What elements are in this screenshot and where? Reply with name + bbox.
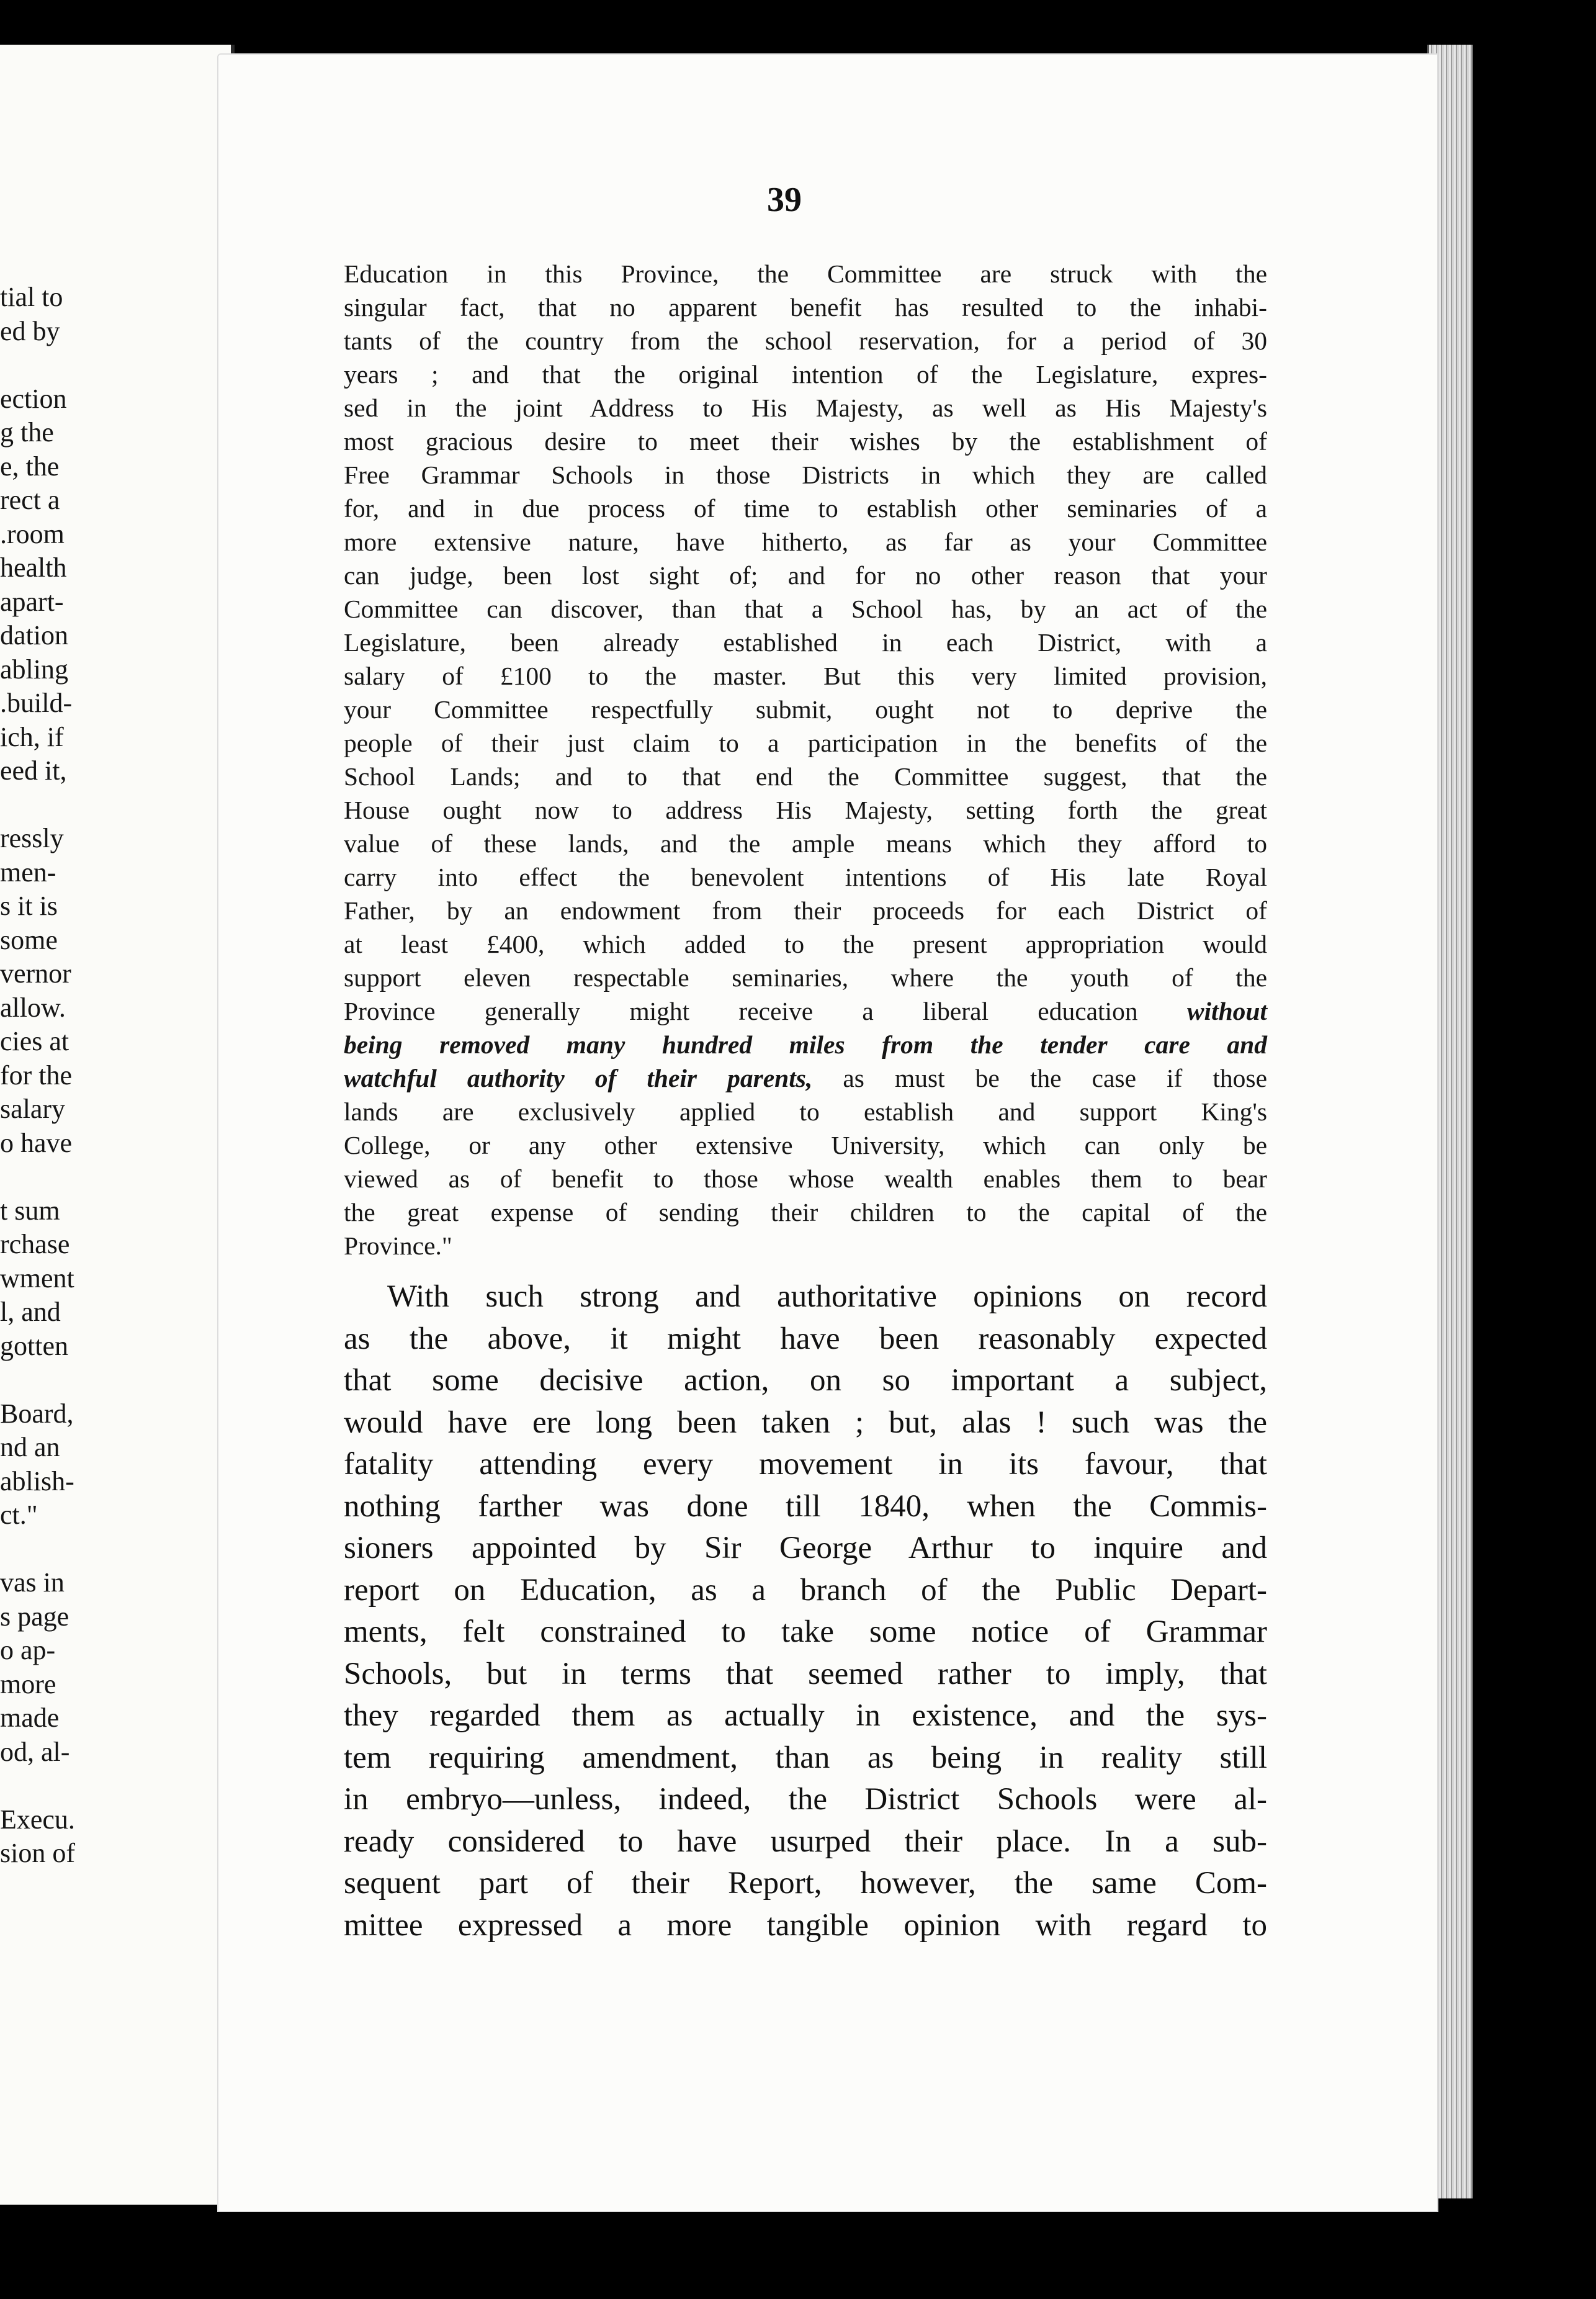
quote-line: can judge, been lost sight of; and for no other reason that your [344, 561, 1267, 590]
body-line: that some decisive action, on so important a subject, [344, 1363, 1267, 1398]
quote-line: Legislature, been already established in each District, with a [344, 628, 1267, 657]
quote-line: Father, by an endowment from their proceeds for each District of [344, 896, 1267, 925]
quote-line: Province." [344, 1231, 452, 1260]
left-page-line-fragment: ressly [0, 823, 64, 853]
left-page-line-fragment: more [0, 1668, 56, 1699]
left-page-line-fragment: l, and [0, 1297, 61, 1327]
quote-line: Free Grammar Schools in those Districts in which they are called [344, 461, 1267, 489]
left-page-line-fragment: rect a [0, 485, 60, 515]
left-page-line-fragment: .room [0, 518, 65, 549]
left-page-line-fragment: ct." [0, 1500, 38, 1530]
quote-line [344, 1061, 1267, 1095]
left-page-line-fragment: Board, [0, 1398, 74, 1429]
quote-line: the great expense of sending their children to the capital of the [344, 1198, 1267, 1226]
left-page-line-fragment: t sum [0, 1195, 60, 1226]
body-line: report on Education, as a branch of the Public Depart- [344, 1572, 1267, 1608]
left-page-line-fragment: s page [0, 1601, 69, 1632]
left-page-line-fragment: ich, if [0, 721, 64, 752]
left-page-line-fragment: ed by [0, 315, 60, 346]
left-page-line-fragment: cies at [0, 1026, 69, 1056]
body-line: sioners appointed by Sir George Arthur to inquire and [344, 1531, 1267, 1565]
left-page-line-fragment: vernor [0, 958, 71, 989]
body-paragraph [344, 1276, 1267, 1946]
left-page-line-fragment: tial to [0, 282, 63, 312]
italic-emphasis: without [1186, 997, 1268, 1025]
left-facing-page [0, 45, 235, 2205]
body-line: sequent part of their Report, however, the same Com- [344, 1866, 1267, 1901]
left-page-line-fragment: apart- [0, 586, 64, 617]
quote-line: viewed as of benefit to those whose wealth enables them to bear [344, 1164, 1267, 1193]
quote-line: carry into effect the benevolent intentions of His late Royal [344, 863, 1267, 891]
left-page-line-fragment: gotten [0, 1330, 68, 1361]
quote-line: support eleven respectable seminaries, where the youth of the [344, 963, 1267, 992]
quote-line: lands are exclusively applied to establish and support King's [344, 1097, 1267, 1126]
quote-line [344, 1028, 1267, 1061]
quote-line-text: Province generally might receive a liberal education [344, 997, 1138, 1025]
quote-line: for, and in due process of time to establish other seminaries of a [344, 494, 1267, 523]
quote-line: sed in the joint Address to His Majesty, as well as His Majesty's [344, 394, 1267, 422]
quote-line: your Committee respectfully submit, ought not to deprive the [344, 695, 1267, 724]
body-line: in embryo—unless, indeed, the District Schools were al- [344, 1782, 1267, 1817]
quote-line: School Lands; and to that end the Committee suggest, that the [344, 762, 1267, 791]
quote-line: Education in this Province, the Committee are struck with the [344, 259, 1267, 288]
quote-line: House ought now to address His Majesty, setting forth the great [344, 796, 1267, 824]
left-page-line-fragment: for the [0, 1060, 73, 1091]
body-line: they regarded them as actually in existence, and the sys- [344, 1698, 1267, 1733]
left-page-line-fragment: made [0, 1703, 60, 1733]
left-page-line-fragment: e, the [0, 451, 60, 482]
body-line: ments, felt constrained to take some notice of Grammar [344, 1614, 1267, 1649]
quote-line: at least £400, which added to the present appropriation would [344, 930, 1267, 958]
left-page-line-fragment: some [0, 924, 58, 955]
left-page-line-fragment: eed it, [0, 755, 67, 786]
left-page-line-fragment: .build- [0, 688, 73, 718]
left-page-line-fragment: rchase [0, 1229, 70, 1259]
left-page-line-fragment: sion of [0, 1838, 75, 1868]
left-page-line-fragment: nd an [0, 1432, 60, 1462]
left-page-line-fragment: wment [0, 1262, 74, 1293]
body-line: ready considered to have usurped their place. In a sub- [344, 1824, 1267, 1859]
left-page-line-fragment: g the [0, 417, 54, 448]
body-line: would have ere long been taken ; but, alas ! such was the [344, 1405, 1267, 1440]
quote-line: Committee can discover, than that a School has, by an act of the [344, 595, 1267, 623]
quote-line: years ; and that the original intention of the Legislature, expres- [344, 360, 1267, 389]
body-line: With such strong and authoritative opinions on record [387, 1279, 1267, 1314]
left-page-line-fragment: Execu. [0, 1804, 75, 1835]
left-page-line-fragment: ection [0, 383, 67, 414]
quote-line-text: as must be the case if those [843, 1064, 1268, 1092]
left-page-line-fragment: dation [0, 620, 68, 650]
italic-emphasis: being removed many hundred miles from the tender care and [344, 1030, 1267, 1059]
body-line: Schools, but in terms that seemed rather to imply, that [344, 1656, 1267, 1691]
left-page-line-fragment: salary [0, 1094, 66, 1124]
quote-line: singular fact, that no apparent benefit has resulted to the inhabi- [344, 293, 1267, 322]
quote-line: salary of £100 to the master. But this very limited provision, [344, 662, 1267, 690]
quoted-report-paragraph [344, 257, 1267, 1262]
left-page-line-fragment: s it is [0, 891, 58, 921]
italic-emphasis: watchful authority of their parents, [344, 1064, 813, 1092]
left-page-line-fragment: abling [0, 654, 68, 685]
quote-line: people of their just claim to a participation in the benefits of the [344, 729, 1267, 757]
left-page-line-fragment: o have [0, 1127, 73, 1158]
body-line: as the above, it might have been reasonably expected [344, 1321, 1267, 1356]
left-page-line-fragment: ablish- [0, 1465, 74, 1496]
left-page-line-fragment: od, al- [0, 1736, 70, 1767]
quote-line: value of these lands, and the ample means which they afford to [344, 829, 1267, 858]
left-page-line-fragment: o ap- [0, 1635, 56, 1665]
quote-line: College, or any other extensive University, which can only be [344, 1131, 1267, 1159]
page-number: 39 [767, 181, 802, 219]
left-page-line-fragment: allow. [0, 992, 66, 1023]
left-page-line-fragment: health [0, 552, 67, 583]
quote-line: most gracious desire to meet their wishes by the establishment of [344, 427, 1267, 456]
quote-line: tants of the country from the school reservation, for a period of 30 [344, 326, 1267, 355]
quote-line: more extensive nature, have hitherto, as far as your Committee [344, 528, 1267, 556]
body-line: fatality attending every movement in its favour, that [344, 1447, 1267, 1482]
body-line: nothing farther was done till 1840, when the Commis- [344, 1488, 1267, 1524]
body-line: tem requiring amendment, than as being in reality still [344, 1740, 1267, 1775]
body-line: mittee expressed a more tangible opinion with regard to [344, 1907, 1267, 1943]
left-page-line-fragment: men- [0, 857, 56, 888]
left-page-line-fragment: vas in [0, 1567, 65, 1598]
quote-line [344, 994, 1267, 1028]
